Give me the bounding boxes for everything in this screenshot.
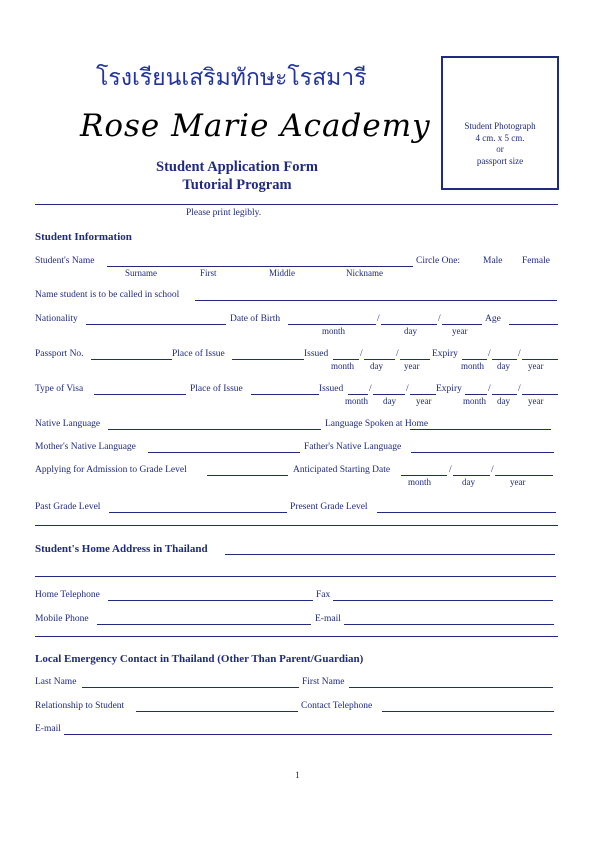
dob-day-field[interactable] bbox=[381, 324, 437, 325]
start-year-caption: year bbox=[510, 477, 526, 487]
student-name-field[interactable] bbox=[107, 266, 413, 267]
section-home-address: Student's Home Address in Thailand bbox=[35, 543, 208, 555]
visa-expiry-month-field[interactable] bbox=[465, 394, 487, 395]
visa-issued-month-caption: month bbox=[345, 396, 369, 406]
start-day-caption: day bbox=[462, 477, 475, 487]
visa-issued-day-field[interactable] bbox=[373, 394, 405, 395]
past-grade-label: Past Grade Level bbox=[35, 502, 101, 512]
relationship-label: Relationship to Student bbox=[35, 701, 125, 711]
passport-expiry-year-field[interactable] bbox=[522, 359, 558, 360]
mothers-language-label: Mother's Native Language bbox=[35, 442, 136, 452]
first-caption: First bbox=[200, 268, 217, 278]
home-telephone-label: Home Telephone bbox=[35, 590, 100, 600]
circle-one-label: Circle One: bbox=[416, 256, 461, 266]
visa-expiry-day-field[interactable] bbox=[492, 394, 517, 395]
dob-label: Date of Birth bbox=[230, 314, 281, 324]
program-title: Tutorial Program bbox=[182, 177, 292, 193]
print-note: Please print legibly. bbox=[186, 208, 262, 218]
issued-month-caption: month bbox=[331, 361, 355, 371]
emergency-last-name-field[interactable] bbox=[82, 687, 299, 688]
section-emergency-contact: Local Emergency Contact in Thailand (Other Than Parent/Guardian) bbox=[35, 653, 364, 665]
emergency-first-name-field[interactable] bbox=[349, 687, 553, 688]
visa-place-label: Place of Issue bbox=[190, 384, 243, 394]
dob-day-caption: day bbox=[404, 326, 417, 336]
nationality-field[interactable] bbox=[86, 324, 226, 325]
page-number: 1 bbox=[295, 771, 300, 781]
passport-no-field[interactable] bbox=[91, 359, 172, 360]
fathers-language-label: Father's Native Language bbox=[304, 442, 402, 452]
issued-day-caption: day bbox=[370, 361, 383, 371]
start-date-day-field[interactable] bbox=[453, 475, 490, 476]
school-logo-script: Rose Marie Academy bbox=[80, 108, 431, 144]
passport-no-label: Passport No. bbox=[35, 349, 84, 359]
start-date-month-field[interactable] bbox=[401, 475, 447, 476]
passport-issued-day-field[interactable] bbox=[364, 359, 395, 360]
visa-issued-label: Issued bbox=[319, 384, 344, 394]
visa-place-field[interactable] bbox=[251, 394, 319, 395]
passport-issued-month-field[interactable] bbox=[333, 359, 359, 360]
photo-line-1: Student Photograph bbox=[464, 121, 536, 131]
visa-issued-month-field[interactable] bbox=[348, 394, 368, 395]
emergency-email-label: E-mail bbox=[35, 724, 61, 734]
expiry-month-caption: month bbox=[461, 361, 485, 371]
native-language-label: Native Language bbox=[35, 419, 101, 429]
dob-year-field[interactable] bbox=[442, 324, 482, 325]
called-in-school-label: Name student is to be called in school bbox=[35, 290, 180, 300]
fathers-language-field[interactable] bbox=[411, 452, 554, 453]
issued-year-caption: year bbox=[404, 361, 420, 371]
emergency-first-name-label: First Name bbox=[302, 677, 345, 687]
start-date-label: Anticipated Starting Date bbox=[293, 465, 391, 475]
home-email-field[interactable] bbox=[344, 624, 554, 625]
mobile-phone-field[interactable] bbox=[97, 624, 311, 625]
student-name-label: Student's Name bbox=[35, 256, 95, 266]
start-month-caption: month bbox=[408, 477, 432, 487]
age-field[interactable] bbox=[509, 324, 558, 325]
passport-place-field[interactable] bbox=[232, 359, 304, 360]
contact-telephone-field[interactable] bbox=[382, 711, 554, 712]
nationality-label: Nationality bbox=[35, 314, 78, 324]
native-language-field[interactable] bbox=[108, 429, 321, 430]
expiry-day-caption: day bbox=[497, 361, 510, 371]
present-grade-label: Present Grade Level bbox=[290, 502, 368, 512]
present-grade-field[interactable] bbox=[377, 512, 556, 513]
school-name-thai: โรงเรียนเสริมทักษะโรสมารี bbox=[96, 65, 367, 91]
home-address-line-2[interactable] bbox=[35, 576, 556, 577]
header-divider bbox=[35, 204, 558, 205]
visa-type-field[interactable] bbox=[94, 394, 186, 395]
mothers-language-field[interactable] bbox=[148, 452, 300, 453]
visa-issued-year-caption: year bbox=[416, 396, 432, 406]
passport-expiry-day-field[interactable] bbox=[492, 359, 517, 360]
home-address-line-1[interactable] bbox=[225, 554, 555, 555]
photo-line-4: passport size bbox=[476, 155, 524, 166]
photo-line-2: 4 cm. x 5 cm. bbox=[475, 132, 525, 143]
section-student-information: Student Information bbox=[35, 231, 132, 243]
visa-expiry-day-caption: day bbox=[497, 396, 510, 406]
language-home-field[interactable] bbox=[410, 429, 551, 430]
expiry-year-caption: year bbox=[528, 361, 544, 371]
visa-expiry-month-caption: month bbox=[463, 396, 487, 406]
nickname-caption: Nickname bbox=[346, 268, 383, 278]
applying-grade-field[interactable] bbox=[207, 475, 288, 476]
home-email-label: E-mail bbox=[315, 614, 341, 624]
past-grade-field[interactable] bbox=[109, 512, 287, 513]
language-home-label: Language Spoken at Home bbox=[325, 419, 429, 429]
relationship-field[interactable] bbox=[136, 711, 298, 712]
visa-issued-day-caption: day bbox=[383, 396, 396, 406]
visa-expiry-year-caption: year bbox=[528, 396, 544, 406]
age-label: Age bbox=[485, 314, 501, 324]
start-date-year-field[interactable] bbox=[495, 475, 553, 476]
visa-expiry-year-field[interactable] bbox=[522, 394, 558, 395]
form-title: Student Application Form bbox=[156, 159, 318, 175]
dob-month-caption: month bbox=[322, 326, 346, 336]
passport-place-label: Place of Issue bbox=[172, 349, 225, 359]
passport-issued-year-field[interactable] bbox=[400, 359, 430, 360]
dob-month-field[interactable] bbox=[288, 324, 376, 325]
section-divider-1 bbox=[35, 525, 558, 526]
passport-expiry-label: Expiry bbox=[432, 349, 458, 359]
dob-year-caption: year bbox=[452, 326, 468, 336]
middle-caption: Middle bbox=[269, 268, 295, 278]
emergency-last-name-label: Last Name bbox=[35, 677, 77, 687]
mobile-phone-label: Mobile Phone bbox=[35, 614, 89, 624]
photo-box[interactable] bbox=[441, 56, 559, 190]
called-in-school-field[interactable] bbox=[195, 300, 557, 301]
passport-issued-label: Issued bbox=[304, 349, 329, 359]
visa-issued-year-field[interactable] bbox=[410, 394, 436, 395]
applying-grade-label: Applying for Admission to Grade Level bbox=[35, 465, 187, 475]
female-option[interactable]: Female bbox=[522, 256, 550, 266]
visa-expiry-label: Expiry bbox=[436, 384, 462, 394]
fax-label: Fax bbox=[316, 590, 331, 600]
surname-caption: Surname bbox=[125, 268, 157, 278]
photo-line-3: or bbox=[496, 144, 504, 154]
home-telephone-field[interactable] bbox=[108, 600, 313, 601]
contact-telephone-label: Contact Telephone bbox=[301, 701, 373, 711]
section-divider-2 bbox=[35, 636, 558, 637]
passport-expiry-month-field[interactable] bbox=[462, 359, 487, 360]
visa-type-label: Type of Visa bbox=[35, 384, 84, 394]
fax-field[interactable] bbox=[333, 600, 553, 601]
male-option[interactable]: Male bbox=[483, 256, 503, 266]
emergency-email-field[interactable] bbox=[64, 734, 552, 735]
